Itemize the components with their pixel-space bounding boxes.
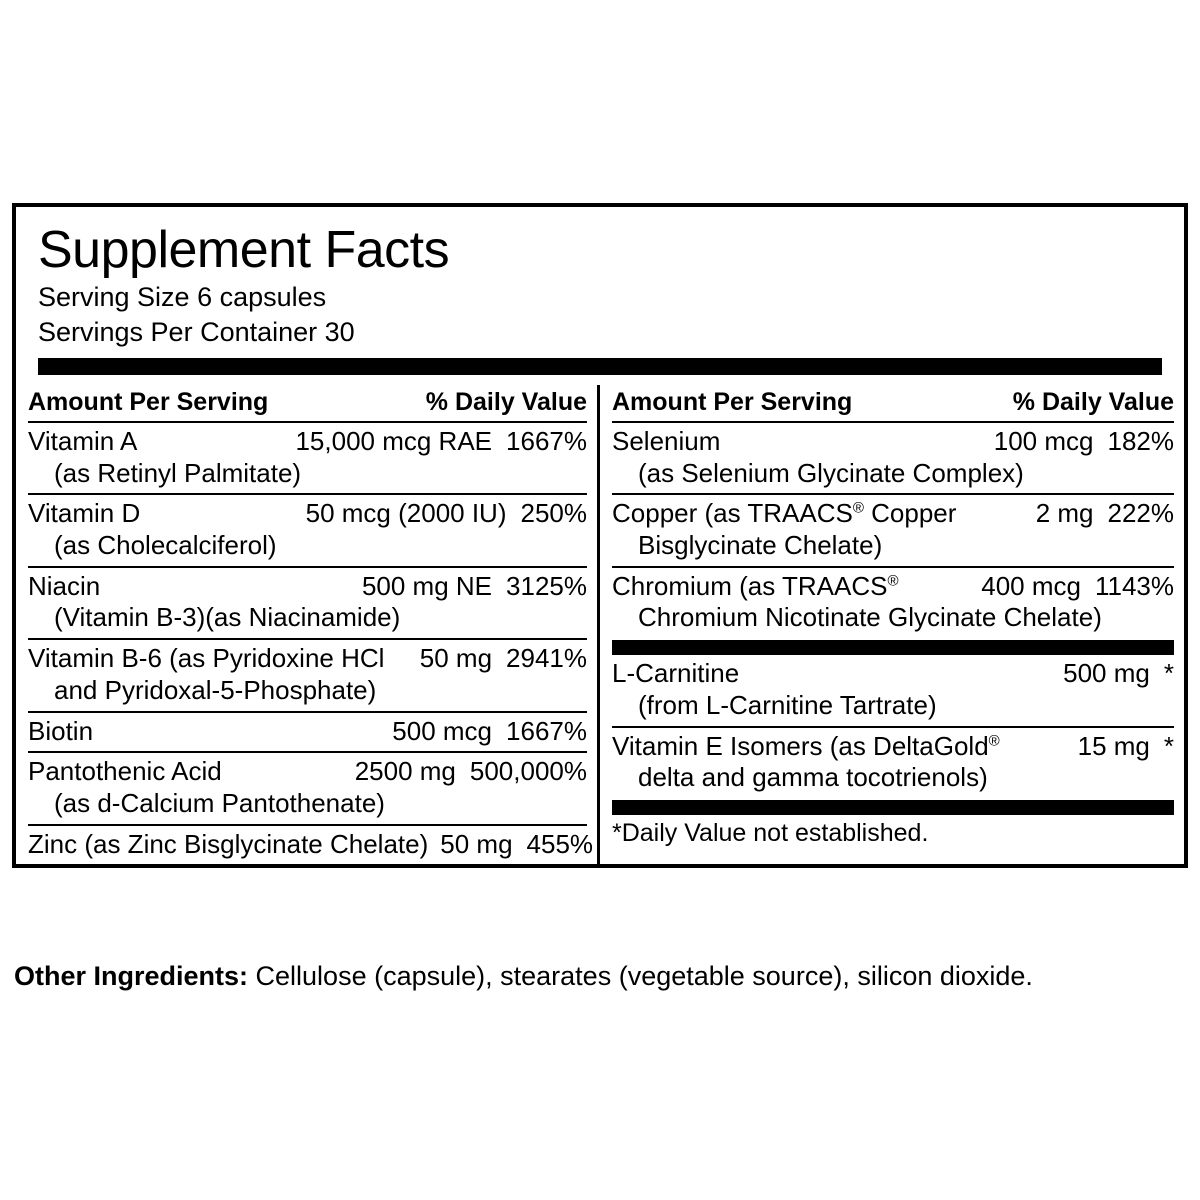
nutrient-source: (as Cholecalciferol): [54, 529, 277, 560]
nutrient-amount: 2500 mg: [354, 756, 456, 787]
nutrient-dv: 500,000%: [469, 756, 587, 787]
nutrient-dv: *: [1163, 658, 1174, 689]
table-row: [28, 713, 587, 754]
nutrient-name: Zinc (as Zinc Bisglycinate Chelate): [28, 828, 429, 859]
nutrient-name: Vitamin A: [28, 425, 138, 456]
table-row: [28, 753, 587, 825]
nutrient-amount: 500 mg NE: [361, 570, 493, 601]
nutrient-amount: 500 mg: [1063, 658, 1150, 689]
nutrient-dv: 1667%: [506, 425, 587, 456]
nutrient-source: (as Selenium Glycinate Complex): [638, 457, 1024, 488]
table-row: [28, 640, 587, 712]
header-amount-label: Amount Per Serving: [28, 387, 269, 416]
registered-mark: ®: [887, 572, 899, 589]
supplement-facts-panel: [12, 203, 1188, 868]
table-row: [28, 495, 587, 567]
nutrient-amount: 15,000 mcg RAE: [295, 425, 493, 456]
table-row: [612, 568, 1174, 638]
nutrient-name: Vitamin D: [28, 498, 141, 529]
nutrient-name-text: Vitamin E Isomers (as DeltaGold: [612, 730, 989, 761]
nutrient-dv: 1667%: [506, 715, 587, 746]
column-header-left: [28, 385, 587, 423]
nutrient-amount: 400 mcg: [981, 570, 1081, 601]
nutrient-name: L-Carnitine: [612, 658, 740, 689]
nutrient-source: Bisglycinate Chelate): [638, 529, 883, 560]
nutrient-source: (as d-Calcium Pantothenate): [54, 787, 385, 818]
panel-heading: [16, 207, 1184, 385]
nutrient-amount: 500 mcg: [392, 715, 493, 746]
nutrient-name: [612, 731, 1000, 763]
table-row: [612, 495, 1174, 567]
nutrient-column-left: [16, 385, 600, 865]
nutrient-dv: 455%: [526, 828, 594, 859]
nutrient-amount: 2 mg: [1035, 498, 1094, 529]
section-divider: [612, 800, 1174, 815]
nutrient-amount: 15 mg: [1077, 730, 1150, 761]
nutrient-columns: [16, 385, 1184, 865]
nutrient-dv: 3125%: [506, 570, 587, 601]
nutrient-column-right: [600, 385, 1184, 865]
header-dv-label: % Daily Value: [425, 387, 587, 416]
nutrient-dv: *: [1163, 730, 1174, 761]
nutrient-dv: 222%: [1107, 498, 1174, 529]
serving-size: Serving Size 6 capsules: [38, 281, 327, 312]
daily-value-footnote: *Daily Value not established.: [612, 818, 929, 847]
nutrient-source: delta and gamma tocotrienols): [638, 762, 988, 793]
nutrient-name: [612, 498, 956, 530]
nutrient-source: (Vitamin B-3)(as Niacinamide): [54, 602, 401, 633]
nutrient-amount: 50 mg: [419, 643, 493, 674]
table-row: [612, 728, 1174, 798]
other-ingredients-text: Cellulose (capsule), stearates (vegetable source), silicon dioxide.: [248, 961, 1033, 991]
table-row: [28, 568, 587, 640]
page-title: Supplement Facts: [38, 221, 450, 279]
servings-per-container: Servings Per Container 30: [38, 316, 355, 347]
nutrient-dv: 1143%: [1094, 570, 1174, 601]
table-row: [612, 423, 1174, 495]
nutrient-source: Chromium Nicotinate Glycinate Chelate): [638, 602, 1102, 633]
nutrient-name: [612, 571, 899, 603]
nutrient-dv: 2941%: [506, 643, 587, 674]
nutrient-name: Biotin: [28, 715, 94, 746]
nutrient-dv: 250%: [520, 498, 587, 529]
other-ingredients: [14, 960, 1184, 994]
nutrient-amount: 50 mg: [440, 828, 513, 859]
nutrient-name: Pantothenic Acid: [28, 756, 222, 787]
nutrient-name: Selenium: [612, 425, 721, 456]
nutrient-amount: 100 mcg: [993, 425, 1094, 456]
table-row: [28, 826, 594, 865]
nutrient-source: (from L-Carnitine Tartrate): [638, 689, 937, 720]
header-amount-label: Amount Per Serving: [612, 387, 853, 416]
nutrient-amount: 50 mcg (2000 IU): [305, 498, 507, 529]
other-ingredients-label: Other Ingredients:: [14, 961, 249, 991]
section-divider: [612, 640, 1174, 655]
nutrient-dv: 182%: [1107, 425, 1174, 456]
registered-mark: ®: [988, 731, 1000, 749]
registered-mark: ®: [852, 499, 864, 517]
header-dv-label: % Daily Value: [1012, 387, 1174, 416]
nutrient-name-text: Chromium (as TRAACS: [612, 570, 888, 601]
nutrient-name: Niacin: [28, 570, 101, 601]
table-row: [28, 423, 587, 495]
heading-divider: [38, 358, 1162, 375]
nutrient-name-tail: Copper: [863, 498, 957, 529]
nutrient-name: Vitamin B-6 (as Pyridoxine HCl: [28, 643, 385, 674]
nutrient-name-text: Copper (as TRAACS: [612, 498, 853, 529]
column-header-right: [612, 385, 1174, 423]
nutrient-source: and Pyridoxal-5-Phosphate): [54, 674, 377, 705]
table-row: [612, 655, 1174, 727]
nutrient-source: (as Retinyl Palmitate): [54, 457, 302, 488]
